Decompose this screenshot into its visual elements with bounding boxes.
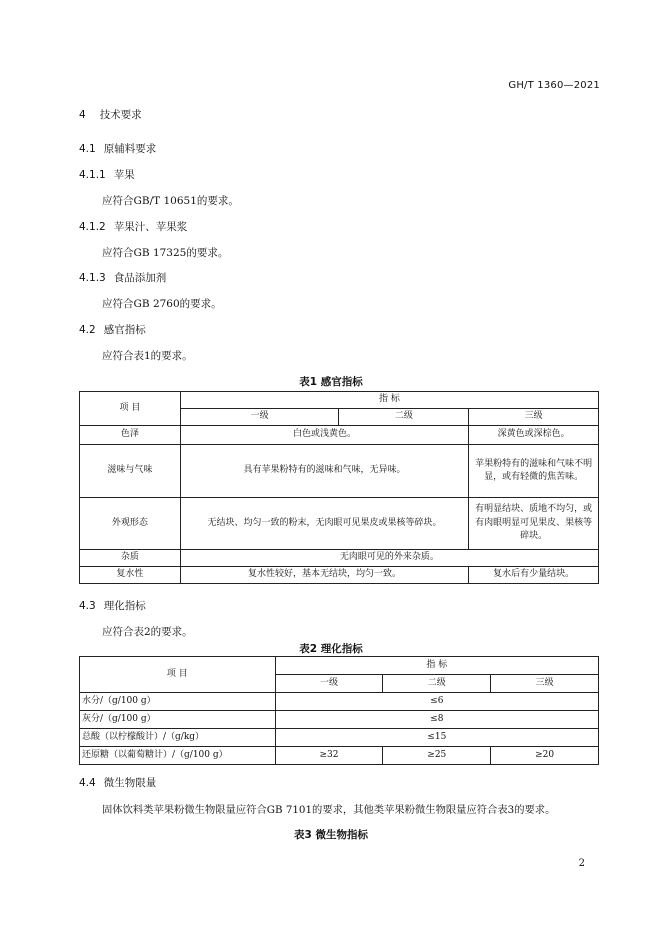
- table-row: [80, 693, 599, 711]
- table1-head-grade2: 二级: [339, 409, 469, 426]
- section-4-4-text: 固体饮料类苹果粉微生物限量应符合GB 7101的要求，其他类苹果粉微生物限量应符合表3的要求。: [102, 804, 556, 816]
- table-cell: 复水性: [80, 567, 181, 584]
- section-4-1-heading: [79, 141, 156, 156]
- table-cell: ≥20: [491, 747, 599, 765]
- page-number: 2: [578, 858, 585, 869]
- section-number: 4: [79, 109, 86, 121]
- table1-head-grade3: 三级: [469, 409, 599, 426]
- table-cell: 深黄色或深棕色。: [469, 426, 599, 445]
- table1-head-index: 指 标: [180, 392, 598, 409]
- section-4-1-1-heading: [79, 167, 135, 182]
- document-id: GH/T 1360—2021: [508, 80, 600, 91]
- table-row: [80, 729, 599, 747]
- table-cell: ≤8: [275, 711, 598, 729]
- table1-head-grade1: 一级: [180, 409, 339, 426]
- section-title: 理化指标: [103, 600, 146, 612]
- table-cell: 灰分/（g/100 g）: [80, 711, 276, 729]
- table2-physicochemical: [79, 656, 599, 765]
- table1-caption: 表1 感官指标: [299, 376, 363, 388]
- table-cell: 无肉眼可见的外来杂质。: [180, 550, 598, 567]
- table2-head-grade1: 一级: [275, 675, 383, 693]
- section-number: 4.1: [79, 143, 96, 155]
- section-4-1-3-heading: [79, 270, 166, 285]
- table-row: [80, 498, 599, 550]
- section-title: 原辅料要求: [103, 143, 157, 155]
- table-cell: 滋味与气味: [80, 445, 181, 498]
- section-title: 感官指标: [103, 324, 146, 336]
- section-4-1-1-text: 应符合GB/T 10651的要求。: [102, 195, 239, 207]
- table-cell: 具有苹果粉特有的滋味和气味，无异味。: [180, 445, 468, 498]
- section-number: 4.3: [79, 600, 96, 612]
- table-cell: ≤15: [275, 729, 598, 747]
- table-cell: 苹果粉特有的滋味和气味不明显，或有轻微的焦苦味。: [469, 445, 599, 498]
- section-title: 微生物限量: [103, 777, 157, 789]
- section-4-2-text: 应符合表1的要求。: [102, 350, 193, 362]
- table-cell: 复水后有少量结块。: [469, 567, 599, 584]
- section-4-2-heading: [79, 322, 146, 337]
- table-row: [80, 711, 599, 729]
- section-title: 苹果汁、苹果浆: [113, 221, 188, 233]
- section-4-3-heading: [79, 598, 146, 613]
- table-cell: 白色或浅黄色。: [180, 426, 468, 445]
- table1-sensory: [79, 391, 599, 584]
- table-cell: 外观形态: [80, 498, 181, 550]
- section-4-1-2-text: 应符合GB 17325的要求。: [102, 247, 229, 259]
- table-cell: 色泽: [80, 426, 181, 445]
- section-number: 4.1.2: [79, 221, 106, 233]
- table3-caption: 表3 微生物指标: [294, 829, 368, 841]
- section-4-3-text: 应符合表2的要求。: [102, 626, 193, 638]
- table-cell: 复水性较好，基本无结块，均匀一致。: [180, 567, 468, 584]
- table-cell: 水分/（g/100 g）: [80, 693, 276, 711]
- section-title: 苹果: [113, 169, 135, 181]
- section-number: 4.1.3: [79, 272, 106, 284]
- table-row: [80, 426, 599, 445]
- table-row: [80, 747, 599, 765]
- table-cell: 还原糖（以葡萄糖计）/（g/100 g）: [80, 747, 276, 765]
- table-cell: 总酸（以柠檬酸计）/（g/kg）: [80, 729, 276, 747]
- table-row: [80, 550, 599, 567]
- table-cell: 有明显结块、质地不均匀，或有肉眼明显可见果皮、果核等碎块。: [469, 498, 599, 550]
- table2-caption: 表2 理化指标: [299, 643, 363, 655]
- table-cell: ≥25: [383, 747, 491, 765]
- table-cell: 杂质: [80, 550, 181, 567]
- section-4-4-heading: [79, 775, 156, 790]
- table2-head-grade2: 二级: [383, 675, 491, 693]
- section-4-heading: [79, 107, 142, 122]
- section-4-1-3-text: 应符合GB 2760的要求。: [102, 298, 222, 310]
- table-cell: ≤6: [275, 693, 598, 711]
- section-title: 技术要求: [99, 109, 142, 121]
- table2-head-item: 项 目: [80, 657, 276, 693]
- table-row: [80, 567, 599, 584]
- table-row: [80, 445, 599, 498]
- table1-head-item: 项 目: [80, 392, 181, 426]
- table2-head-index: 指 标: [275, 657, 598, 675]
- section-number: 4.2: [79, 324, 96, 336]
- section-number: 4.4: [79, 777, 96, 789]
- table-cell: 无结块、均匀一致的粉末，无肉眼可见果皮或果核等碎块。: [180, 498, 468, 550]
- section-title: 食品添加剂: [113, 272, 167, 284]
- section-4-1-2-heading: [79, 219, 187, 234]
- table2-head-grade3: 三级: [491, 675, 599, 693]
- table-cell: ≥32: [275, 747, 383, 765]
- section-number: 4.1.1: [79, 169, 106, 181]
